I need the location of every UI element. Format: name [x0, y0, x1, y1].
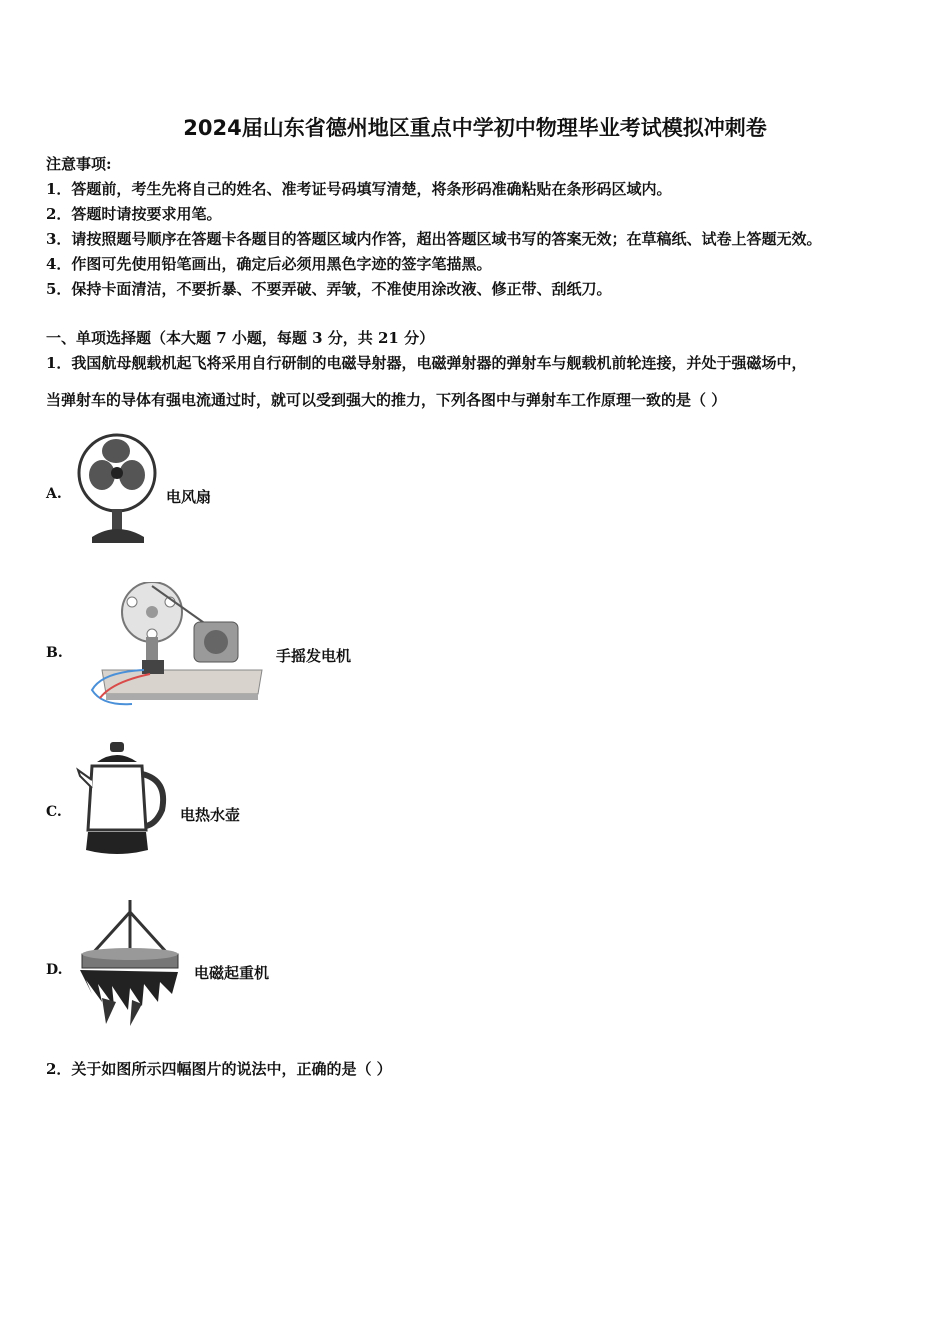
- electric-fan-icon: [72, 425, 162, 550]
- notice-item: 2．答题时请按要求用笔。: [46, 205, 222, 223]
- question-1-line-1: 1．我国航母舰载机起飞将采用自行研制的电磁导射器，电磁弹射器的弹射车与舰载机前轮连接，并处于强磁场中，: [46, 354, 807, 372]
- option-b-label: 手摇发电机: [276, 647, 352, 665]
- notice-item: 1．答题前，考生先将自己的姓名、准考证号码填写清楚，将条形码准确粘贴在条形码区域内。: [46, 180, 672, 198]
- option-a-letter: A.: [46, 486, 62, 502]
- electric-kettle-icon: [72, 740, 172, 865]
- question-1-line-2: 当弹射车的导体有强电流通过时，就可以受到强大的推力，下列各图中与弹射车工作原理一致的是（ ）: [46, 391, 727, 409]
- exam-title: 2024届山东省德州地区重点中学初中物理毕业考试模拟冲刺卷: [183, 116, 767, 140]
- option-d-letter: D.: [46, 962, 63, 978]
- notice-item: 4．作图可先使用铅笔画出，确定后必须用黑色字迹的签字笔描黑。: [46, 255, 492, 273]
- notice-item: 5．保持卡面清洁，不要折暴、不要弄破、弄皱，不准使用涂改液、修正带、刮纸刀。: [46, 280, 612, 298]
- option-c-letter: C.: [46, 804, 62, 820]
- question-2: 2．关于如图所示四幅图片的说法中，正确的是（ ）: [46, 1060, 392, 1078]
- option-d-label: 电磁起重机: [194, 964, 270, 982]
- option-b-letter: B.: [46, 645, 63, 661]
- section-heading: 一、单项选择题（本大题 7 小题，每题 3 分，共 21 分）: [46, 329, 435, 347]
- hand-crank-generator-icon: [72, 582, 267, 717]
- option-a-label: 电风扇: [166, 488, 212, 506]
- option-c-label: 电热水壶: [180, 806, 241, 824]
- notice-item: 3．请按照题号顺序在答题卡各题目的答题区域内作答，超出答题区域书写的答案无效；在草稿纸、试卷上答题无效。: [46, 230, 822, 248]
- notice-heading: 注意事项:: [46, 155, 112, 173]
- electromagnetic-crane-icon: [72, 898, 187, 1030]
